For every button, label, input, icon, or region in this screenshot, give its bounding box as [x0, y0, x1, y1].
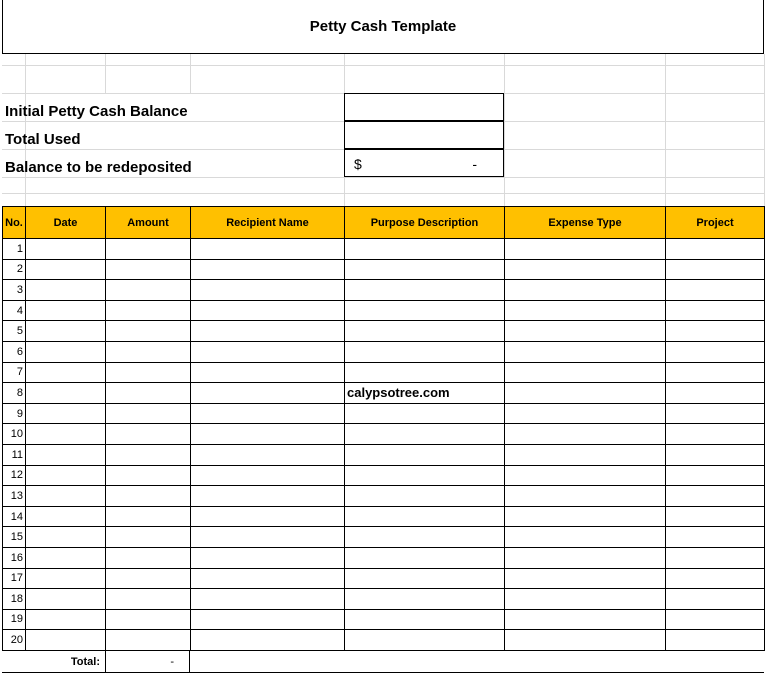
- purpose-cell[interactable]: [345, 424, 505, 445]
- row-number-cell[interactable]: 19: [3, 609, 26, 630]
- project-cell[interactable]: [666, 609, 765, 630]
- purpose-cell[interactable]: [345, 362, 505, 383]
- amount-cell[interactable]: [106, 465, 191, 486]
- table-row: [3, 341, 765, 362]
- row-number-cell[interactable]: 15: [3, 527, 26, 548]
- recipient-cell[interactable]: [191, 280, 345, 301]
- purpose-cell[interactable]: [345, 486, 505, 507]
- expense-type-cell[interactable]: [505, 486, 666, 507]
- project-cell[interactable]: [666, 239, 765, 260]
- table-row: [3, 239, 765, 260]
- date-cell[interactable]: [26, 321, 106, 342]
- recipient-cell[interactable]: [191, 424, 345, 445]
- expense-type-cell[interactable]: [505, 280, 666, 301]
- table-row: [3, 486, 765, 507]
- recipient-cell[interactable]: [191, 527, 345, 548]
- project-cell[interactable]: [666, 568, 765, 589]
- purpose-cell[interactable]: [345, 589, 505, 610]
- amount-cell[interactable]: [106, 321, 191, 342]
- purpose-cell[interactable]: [345, 341, 505, 362]
- total-used-cell[interactable]: [344, 121, 504, 149]
- amount-cell[interactable]: [106, 444, 191, 465]
- amount-cell[interactable]: [106, 568, 191, 589]
- table-row: [3, 280, 765, 301]
- project-cell[interactable]: [666, 300, 765, 321]
- recipient-cell[interactable]: [191, 403, 345, 424]
- row-number-cell[interactable]: 17: [3, 568, 26, 589]
- purpose-cell[interactable]: [345, 630, 505, 651]
- recipient-cell[interactable]: [191, 589, 345, 610]
- table-row: [3, 300, 765, 321]
- amount-cell[interactable]: [106, 486, 191, 507]
- amount-cell[interactable]: [106, 259, 191, 280]
- recipient-cell[interactable]: [191, 465, 345, 486]
- table-row: [3, 506, 765, 527]
- recipient-cell[interactable]: [191, 630, 345, 651]
- recipient-cell[interactable]: [191, 444, 345, 465]
- project-cell[interactable]: [666, 589, 765, 610]
- purpose-cell[interactable]: [345, 444, 505, 465]
- header-date[interactable]: Date: [26, 207, 106, 239]
- recipient-cell[interactable]: [191, 341, 345, 362]
- project-cell[interactable]: [666, 321, 765, 342]
- recipient-cell[interactable]: [191, 321, 345, 342]
- expense-type-cell[interactable]: [505, 424, 666, 445]
- expense-type-cell[interactable]: [505, 506, 666, 527]
- table-row: [3, 403, 765, 424]
- expense-type-cell[interactable]: [505, 589, 666, 610]
- amount-cell[interactable]: [106, 300, 191, 321]
- balance-redeposit-cell[interactable]: [344, 149, 504, 177]
- row-number-cell[interactable]: 2: [3, 259, 26, 280]
- row-number-cell[interactable]: 10: [3, 424, 26, 445]
- row-number-cell[interactable]: 5: [3, 321, 26, 342]
- project-cell[interactable]: [666, 362, 765, 383]
- project-cell[interactable]: [666, 444, 765, 465]
- expense-table: [2, 206, 765, 651]
- recipient-cell[interactable]: [191, 362, 345, 383]
- expense-type-cell[interactable]: [505, 259, 666, 280]
- header-no[interactable]: No.: [3, 207, 26, 239]
- currency-symbol: $: [354, 156, 362, 172]
- gridline: [665, 54, 666, 206]
- date-cell[interactable]: [26, 444, 106, 465]
- amount-cell[interactable]: [106, 424, 191, 445]
- date-cell[interactable]: [26, 403, 106, 424]
- row-number-cell[interactable]: 18: [3, 589, 26, 610]
- date-cell[interactable]: [26, 589, 106, 610]
- amount-cell[interactable]: [106, 280, 191, 301]
- table-row: [3, 568, 765, 589]
- date-cell[interactable]: [26, 506, 106, 527]
- project-cell[interactable]: [666, 486, 765, 507]
- project-cell[interactable]: [666, 465, 765, 486]
- sheet-title: Petty Cash Template: [2, 0, 764, 54]
- date-cell[interactable]: [26, 630, 106, 651]
- amount-cell[interactable]: [106, 527, 191, 548]
- purpose-cell[interactable]: [345, 568, 505, 589]
- date-cell[interactable]: [26, 465, 106, 486]
- purpose-cell[interactable]: [345, 547, 505, 568]
- amount-cell[interactable]: [106, 609, 191, 630]
- date-cell[interactable]: [26, 424, 106, 445]
- row-number-cell[interactable]: 8: [3, 383, 26, 404]
- table-row: [3, 589, 765, 610]
- total-used-label: Total Used: [5, 130, 81, 148]
- expense-type-cell[interactable]: [505, 609, 666, 630]
- table-row: [3, 362, 765, 383]
- expense-type-cell[interactable]: [505, 403, 666, 424]
- gridline: [764, 54, 765, 206]
- header-amount[interactable]: Amount: [106, 207, 191, 239]
- purpose-cell[interactable]: [345, 403, 505, 424]
- date-cell[interactable]: [26, 609, 106, 630]
- gridline: [190, 54, 191, 94]
- date-cell[interactable]: [26, 383, 106, 404]
- expense-type-cell[interactable]: [505, 341, 666, 362]
- recipient-cell[interactable]: [191, 568, 345, 589]
- header-expense-type[interactable]: Expense Type: [505, 207, 666, 239]
- total-label: Total:: [70, 656, 100, 668]
- row-number-cell[interactable]: 1: [3, 239, 26, 260]
- purpose-cell[interactable]: [345, 300, 505, 321]
- table-header-row: [3, 207, 765, 239]
- table-row: [3, 630, 765, 651]
- gridline: [2, 65, 764, 66]
- row-number-cell[interactable]: 16: [3, 547, 26, 568]
- header-project[interactable]: Project: [666, 207, 765, 239]
- table-row: [3, 424, 765, 445]
- table-row: [3, 259, 765, 280]
- header-purpose-description[interactable]: Purpose Description: [345, 207, 505, 239]
- gridline: [105, 54, 106, 94]
- purpose-cell[interactable]: [345, 239, 505, 260]
- expense-type-cell[interactable]: [505, 362, 666, 383]
- table-row: [3, 465, 765, 486]
- row-number-cell[interactable]: 9: [3, 403, 26, 424]
- amount-cell[interactable]: [106, 506, 191, 527]
- amount-cell[interactable]: [106, 383, 191, 404]
- amount-cell[interactable]: [106, 341, 191, 362]
- project-cell[interactable]: [666, 506, 765, 527]
- expense-type-cell[interactable]: [505, 527, 666, 548]
- amount-cell[interactable]: [106, 403, 191, 424]
- initial-balance-cell[interactable]: [344, 93, 504, 121]
- recipient-cell[interactable]: [191, 486, 345, 507]
- gridline: [2, 193, 764, 194]
- watermark-text: calypsotree.com: [347, 385, 450, 400]
- amount-cell[interactable]: [106, 239, 191, 260]
- project-cell[interactable]: [666, 547, 765, 568]
- row-number-cell[interactable]: 13: [3, 486, 26, 507]
- table-row: [3, 609, 765, 630]
- table-row: [3, 547, 765, 568]
- recipient-cell[interactable]: [191, 259, 345, 280]
- date-cell[interactable]: [26, 280, 106, 301]
- amount-cell[interactable]: [106, 547, 191, 568]
- project-cell[interactable]: [666, 630, 765, 651]
- row-number-cell[interactable]: 4: [3, 300, 26, 321]
- balance-value: -: [472, 156, 477, 172]
- date-cell[interactable]: [26, 486, 106, 507]
- purpose-cell[interactable]: [345, 609, 505, 630]
- header-recipient-name[interactable]: Recipient Name: [191, 207, 345, 239]
- row-number-cell[interactable]: 3: [3, 280, 26, 301]
- date-cell[interactable]: [26, 362, 106, 383]
- project-cell[interactable]: [666, 424, 765, 445]
- recipient-cell[interactable]: [191, 506, 345, 527]
- expense-type-cell[interactable]: [505, 383, 666, 404]
- recipient-cell[interactable]: [191, 383, 345, 404]
- recipient-cell[interactable]: [191, 609, 345, 630]
- project-cell[interactable]: [666, 280, 765, 301]
- recipient-cell[interactable]: [191, 300, 345, 321]
- project-cell[interactable]: [666, 383, 765, 404]
- date-cell[interactable]: [26, 300, 106, 321]
- expense-type-cell[interactable]: [505, 444, 666, 465]
- amount-cell[interactable]: [106, 589, 191, 610]
- purpose-cell[interactable]: [345, 506, 505, 527]
- amount-cell[interactable]: [106, 362, 191, 383]
- date-cell[interactable]: [26, 547, 106, 568]
- purpose-cell[interactable]: [345, 527, 505, 548]
- total-row-border: [2, 672, 764, 673]
- table-row: [3, 527, 765, 548]
- row-number-cell[interactable]: 7: [3, 362, 26, 383]
- expense-type-cell[interactable]: [505, 321, 666, 342]
- gridline: [504, 54, 505, 206]
- amount-cell[interactable]: [106, 630, 191, 651]
- expense-type-cell[interactable]: [505, 300, 666, 321]
- recipient-cell[interactable]: [191, 239, 345, 260]
- date-cell[interactable]: [26, 259, 106, 280]
- expense-type-cell[interactable]: [505, 465, 666, 486]
- balance-redeposit-label: Balance to be redeposited: [5, 158, 192, 176]
- expense-type-cell[interactable]: [505, 239, 666, 260]
- purpose-cell[interactable]: [345, 465, 505, 486]
- expense-type-cell[interactable]: [505, 630, 666, 651]
- project-cell[interactable]: [666, 527, 765, 548]
- project-cell[interactable]: [666, 341, 765, 362]
- row-number-cell[interactable]: 20: [3, 630, 26, 651]
- row-number-cell[interactable]: 14: [3, 506, 26, 527]
- row-number-cell[interactable]: 12: [3, 465, 26, 486]
- recipient-cell[interactable]: [191, 547, 345, 568]
- initial-balance-label: Initial Petty Cash Balance: [5, 102, 188, 120]
- total-value: -: [170, 656, 174, 668]
- purpose-cell[interactable]: [345, 280, 505, 301]
- purpose-cell[interactable]: [345, 321, 505, 342]
- date-cell[interactable]: [26, 568, 106, 589]
- date-cell[interactable]: [26, 341, 106, 362]
- expense-type-cell[interactable]: [505, 568, 666, 589]
- date-cell[interactable]: [26, 239, 106, 260]
- row-number-cell[interactable]: 11: [3, 444, 26, 465]
- table-row: [3, 444, 765, 465]
- table-row: [3, 321, 765, 342]
- project-cell[interactable]: [666, 259, 765, 280]
- date-cell[interactable]: [26, 527, 106, 548]
- expense-type-cell[interactable]: [505, 547, 666, 568]
- project-cell[interactable]: [666, 403, 765, 424]
- row-number-cell[interactable]: 6: [3, 341, 26, 362]
- purpose-cell[interactable]: [345, 259, 505, 280]
